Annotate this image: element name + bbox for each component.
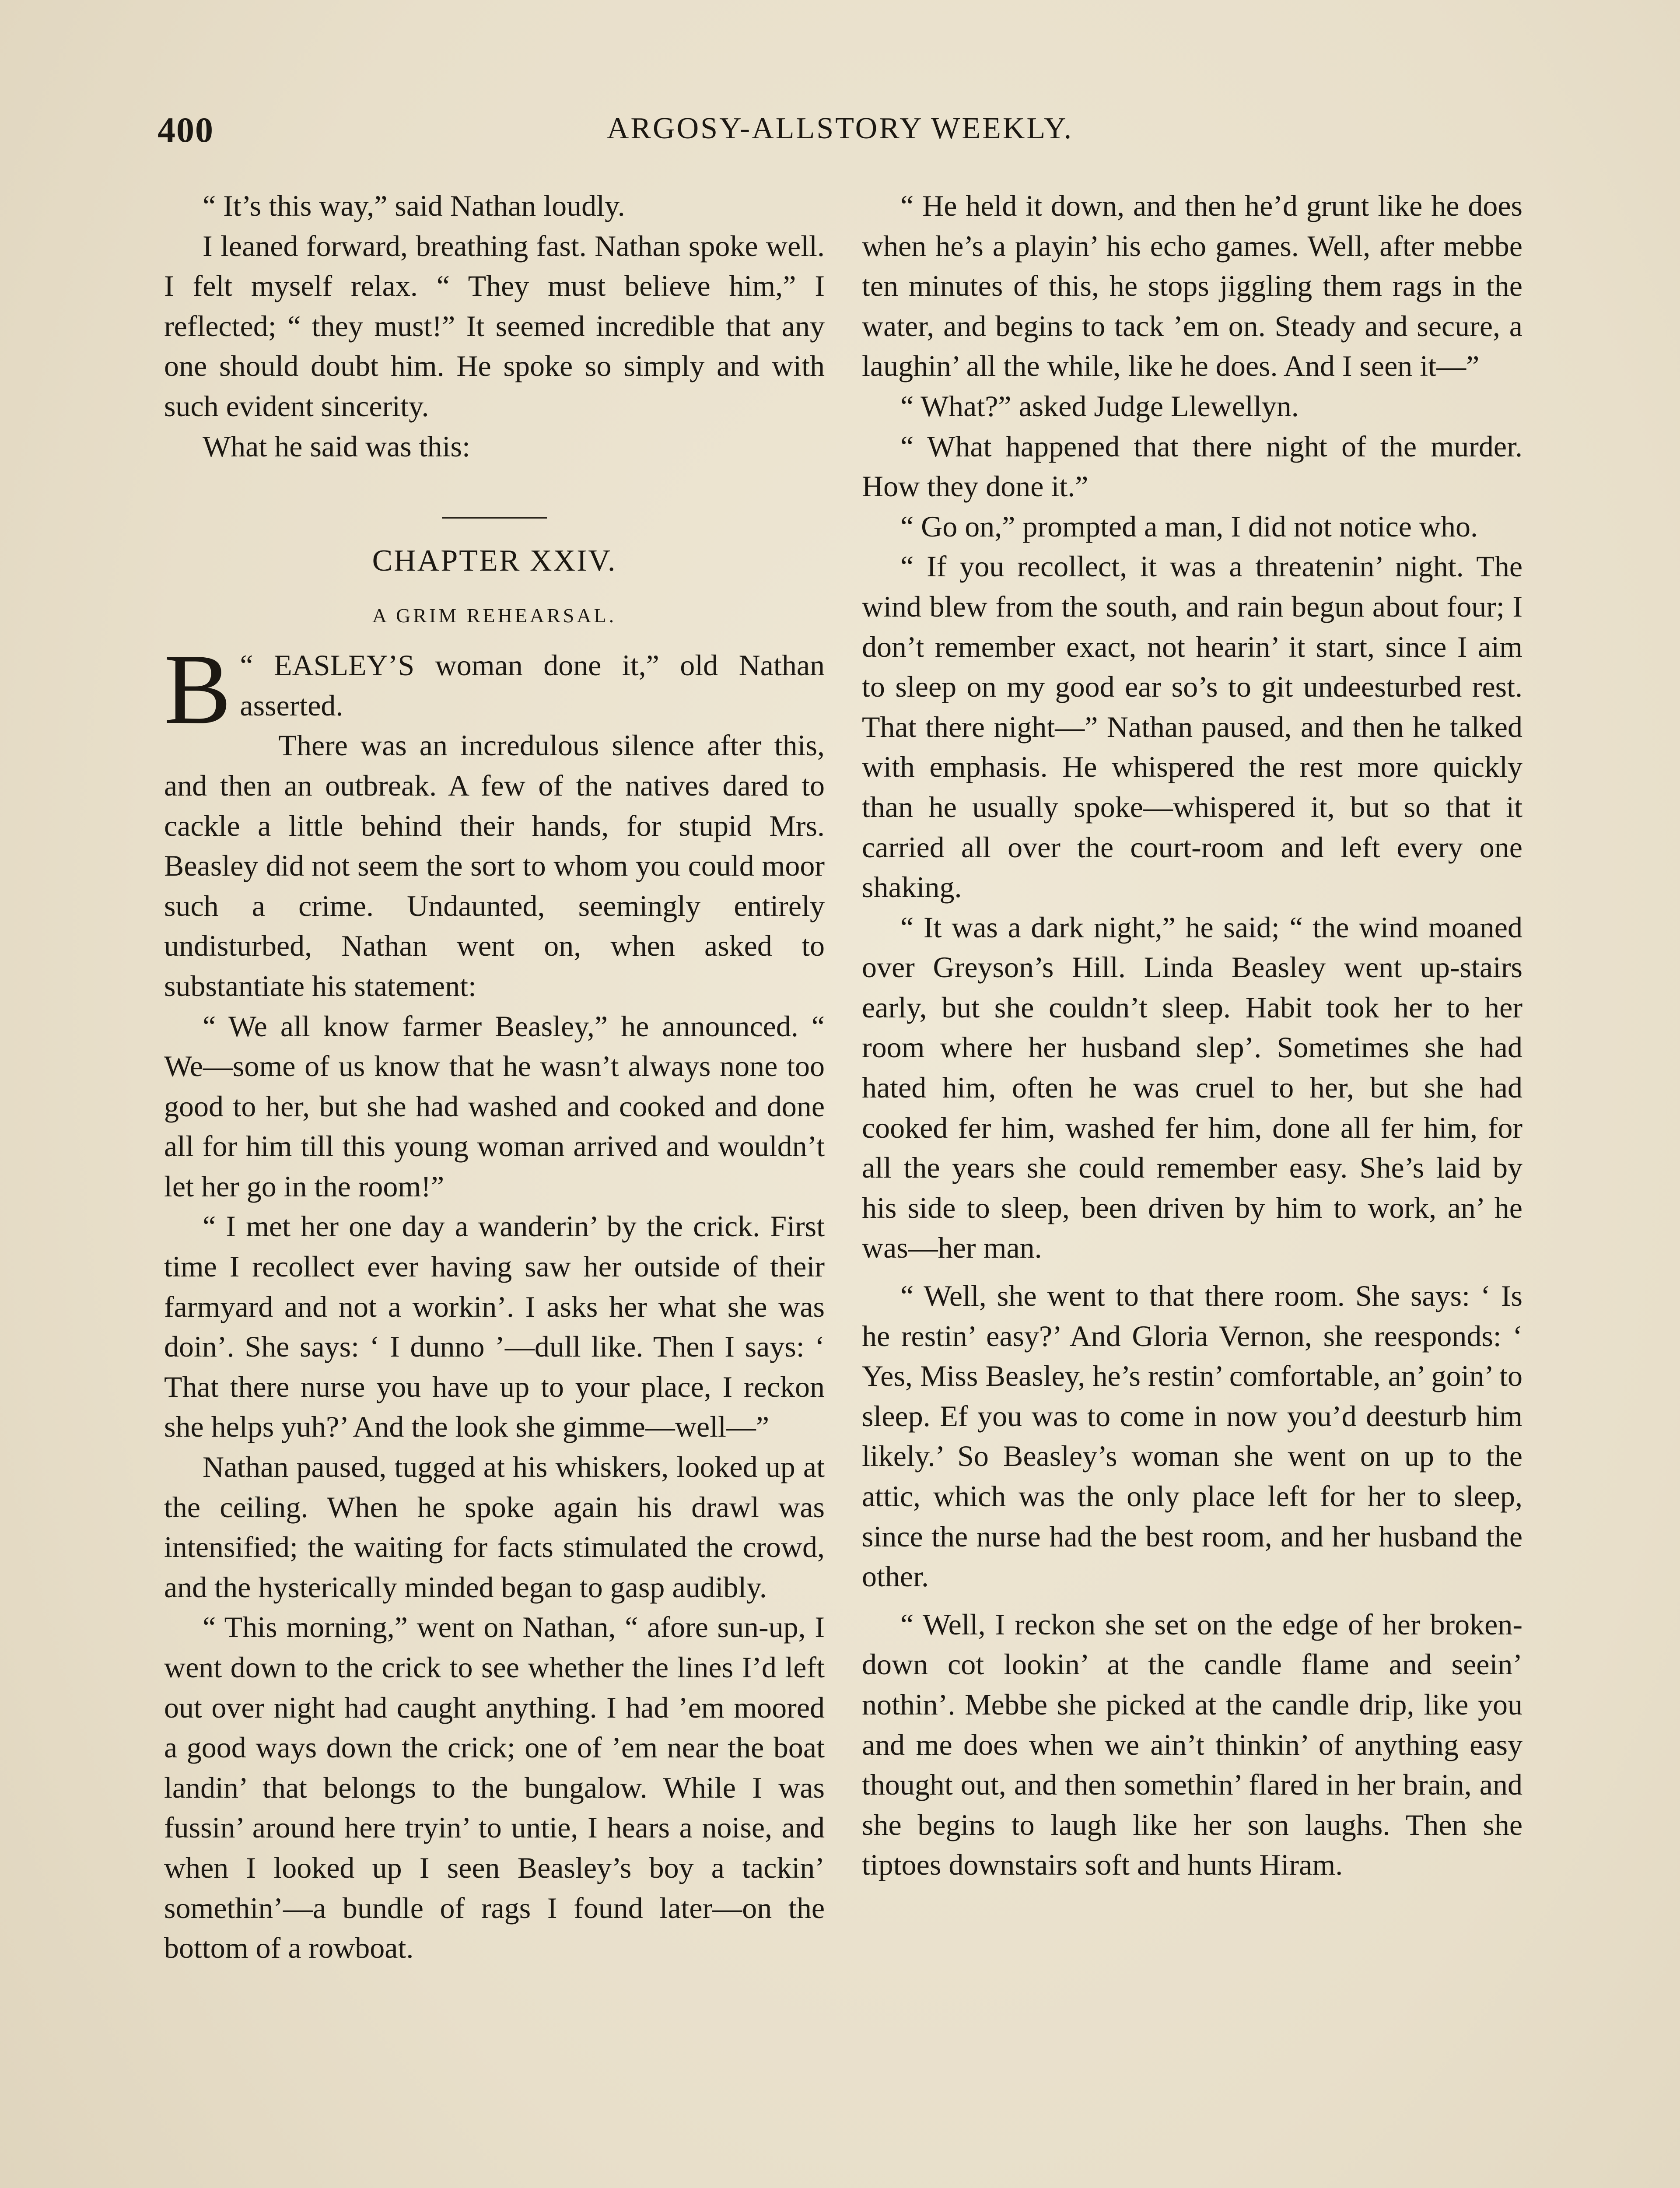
- right-column: [862, 186, 1522, 1885]
- paragraph: “ Well, I reckon she set on the edge of her broken-down cot lookin’ at the candle flame and seein’ nothin’. Mebbe she picked at the candle drip, like you and me does when we ain’t thinkin’ of anything easy thought out, and then somethin’ flared in her brain, and she begins to laugh like her son laughs. Then she tiptoes downstairs soft and hunts Hiram.: [862, 1607, 1522, 1882]
- paragraph: “ What happened that there night of the murder. How they done it.”: [862, 429, 1522, 503]
- chapter-title: CHAPTER XXIV.: [372, 544, 617, 578]
- paragraph: “ It was a dark night,” he said; “ the wind moaned over Greyson’s Hill. Linda Beasley went up-stairs early, but she couldn’t sleep. Habit took her to her room where her husband slep’. Sometimes she had hated him, often he was cruel to her, but she had cooked fer him, washed fer him, done all fer him, for all the years she could remember easy. She’s laid by his side to sleep, been driven by him to work, an’ he was—her man.: [862, 910, 1522, 1265]
- paragraph: Nathan paused, tugged at his whiskers, looked up at the ceiling. When he spoke again his drawl was intensified; the waiting for facts stimulated the crowd, and the hysterically minded began to gasp audibly.: [164, 1450, 825, 1604]
- paragraph: “ It’s this way,” said Nathan loudly.: [203, 189, 625, 222]
- left-column: [164, 186, 825, 1968]
- paragraph: “ If you recollect, it was a threatenin’ night. The wind blew from the south, and rain begun about four; I don’t remember exact, not hearin’ it start, since I aim to sleep on my good ear so’s to git undeesturbed rest. That there night—” Nathan paused, and then he talked with emphasis. He whispered the rest more quickly than he usually spoke—whispered it, but so that it carried all over the court-room and left every one shaking.: [862, 550, 1522, 904]
- running-head: ARGOSY-ALLSTORY WEEKLY.: [606, 112, 1074, 145]
- paragraph: “ I met her one day a wanderin’ by the crick. First time I recollect ever having saw her outside of their farmyard and not a workin’. I asks her what she was doin’. She says: ‘ I dunno ’—dull like. Then I says: ‘ That there nurse you have up to your place, I reckon she helps yuh?’ And the look she gimme—well—”: [164, 1210, 825, 1444]
- paragraph: “ He held it down, and then he’d grunt like he does when he’s a playin’ his echo games. Well, after mebbe ten minutes of this, he stops jiggling them rags in the water, and begins to tack ’em on. Steady and secure, a laughin’ all the while, like he does. And I seen it—”: [862, 189, 1522, 383]
- paragraph: There was an incredulous silence after this, and then an outbreak. A few of the natives dared to cackle a little behind their hands, for stupid Mrs. Beasley did not seem the sort to whom you could moor such a crime. Undaunted, seemingly entirely undisturbed, Nathan went on, when asked to substantiate his statement:: [164, 729, 825, 1003]
- paragraph-text: “ EASLEY’S woman done it,” old Nathan asserted.: [240, 649, 825, 722]
- chapter-subtitle: A GRIM REHEARSAL.: [372, 604, 617, 627]
- page-header: [158, 109, 1522, 153]
- paragraph: What he said was this:: [203, 429, 470, 463]
- paragraph: “ This morning,” went on Nathan, “ afore sun-up, I went down to the crick to see whether the lines I’d left out over night had caught anything. I had ’em moored a good ways down the crick; one of ’em near the boat landin’ that belongs to the bungalow. While I was fussin’ around here tryin’ to untie, I hears a noise, and when I looked up I seen Beasley’s boy a tackin’ somethin’—a bundle of rags I found later—on the bottom of a rowboat.: [164, 1610, 825, 1965]
- paragraph: “ Well, she went to that there room. She says: ‘ Is he restin’ easy?’ And Gloria Vernon, she reesponds: ‘ Yes, Miss Beasley, he’s restin’ comfortable, an’ goin’ to sleep. Ef you was to come in now you’d deesturb him likely.’ So Beasley’s woman she went on up to the attic, which was the only place left for her to sleep, since the nurse had the best room, and her husband the other.: [862, 1279, 1522, 1593]
- paragraph: “ What?” asked Judge Llewellyn.: [900, 389, 1299, 423]
- drop-cap: B: [164, 633, 231, 745]
- chapter-opening-paragraph: [164, 633, 825, 745]
- section-divider: [442, 517, 547, 519]
- paragraph: “ Go on,” prompted a man, I did not notice who.: [900, 509, 1478, 543]
- paragraph: I leaned forward, breathing fast. Nathan spoke well. I felt myself relax. “ They must believe him,” I reflected; “ they must!” It seemed incredible that any one should doubt him. He spoke so simply and with such evident sincerity.: [164, 229, 825, 423]
- page-number: 400: [158, 110, 214, 150]
- paragraph: “ We all know farmer Beasley,” he announced. “ We—some of us know that he wasn’t always none too good to her, but she had washed and cooked and done all for him till this young woman arrived and wouldn’t let her go in the room!”: [164, 1009, 825, 1203]
